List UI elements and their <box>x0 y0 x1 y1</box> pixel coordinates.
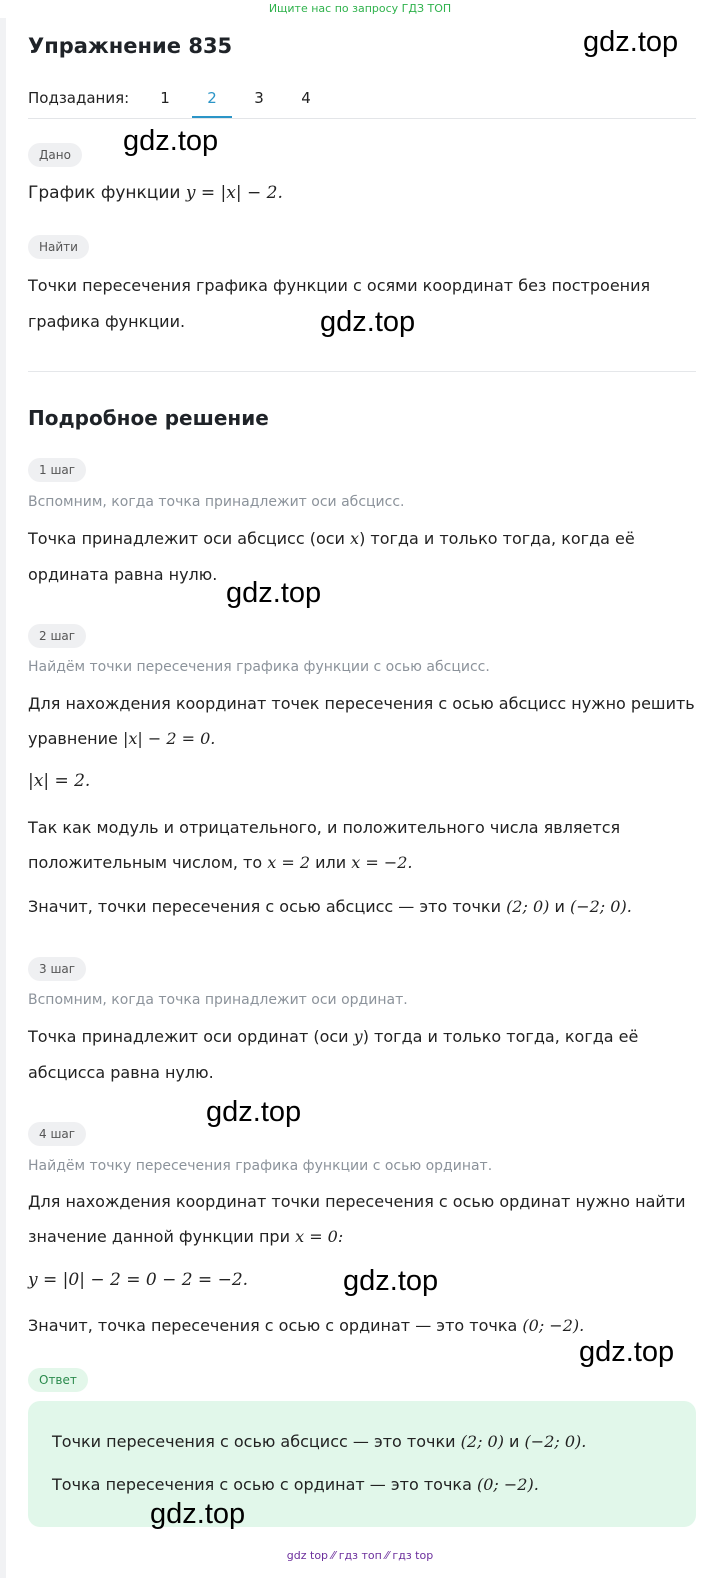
given-text: График функции y = |x| − 2. <box>28 183 283 203</box>
find-text-line-2: графика функции. <box>28 312 186 331</box>
step-3-line-1: Точка принадлежит оси ординат (оси y) тогда и только тогда, когда её <box>28 1027 639 1046</box>
subtask-tab-2[interactable]: 2 <box>207 89 217 107</box>
step-1-line-2: ордината равна нулю. <box>28 565 218 584</box>
solution-heading: Подробное решение <box>28 406 269 430</box>
step-2-line-2: уравнение |x| − 2 = 0. <box>28 729 216 748</box>
answer-badge: Ответ <box>28 1368 88 1392</box>
find-badge: Найти <box>28 235 89 259</box>
watermark: gdz.top <box>206 1096 302 1128</box>
find-text-line-1: Точки пересечения графика функции с осями координат без построения <box>28 276 651 295</box>
tabs-divider <box>28 118 696 119</box>
step-2-hint: Найдём точки пересечения графика функции с осью абсцисс. <box>28 659 490 675</box>
answer-box <box>28 1401 696 1527</box>
step-2-equation: |x| = 2. <box>28 771 91 791</box>
watermark: gdz.top <box>226 577 322 609</box>
step-3-badge: 3 шаг <box>28 957 86 981</box>
page-title: Упражнение 835 <box>28 34 233 58</box>
step-3-line-2: абсцисса равна нулю. <box>28 1063 214 1082</box>
step-4-badge: 4 шаг <box>28 1122 86 1146</box>
step-3-hint: Вспомним, когда точка принадлежит оси ординат. <box>28 992 408 1008</box>
given-badge: Дано <box>28 143 82 167</box>
given-formula: y = |x| − 2. <box>185 183 283 203</box>
subtask-tab-1[interactable]: 1 <box>160 89 170 107</box>
watermark: gdz.top <box>579 1336 675 1368</box>
subtask-tab-3[interactable]: 3 <box>254 89 264 107</box>
step-2-line-1: Для нахождения координат точек пересечения с осью абсцисс нужно решить <box>28 694 695 713</box>
footer-links[interactable]: gdz top ⁄⁄ гдз топ ⁄⁄ гдз top <box>286 1549 434 1562</box>
step-2-line-3: Так как модуль и отрицательного, и положительного числа является <box>28 818 621 837</box>
watermark: gdz.top <box>123 125 219 157</box>
step-2-line-5: Значит, точки пересечения с осью абсцисс — это точки (2; 0) и (−2; 0). <box>28 897 632 916</box>
watermark: gdz.top <box>320 306 416 338</box>
watermark: gdz.top <box>583 26 679 58</box>
step-4-line-2: значение данной функции при x = 0: <box>28 1227 344 1246</box>
step-4-hint: Найдём точку пересечения графика функции с осью ординат. <box>28 1158 493 1174</box>
subtask-tab-4[interactable]: 4 <box>301 89 311 107</box>
step-1-badge: 1 шаг <box>28 458 86 482</box>
step-4-equation: y = |0| − 2 = 0 − 2 = −2. <box>28 1270 249 1290</box>
step-2-badge: 2 шаг <box>28 624 86 648</box>
step-1-hint: Вспомним, когда точка принадлежит оси абсцисс. <box>28 494 405 510</box>
subtasks-label: Подзадания: <box>28 89 130 107</box>
step-4-line-1: Для нахождения координат точки пересечения с осью ординат нужно найти <box>28 1192 686 1211</box>
step-2-line-4: положительным числом, то x = 2 или x = −2. <box>28 853 413 872</box>
search-hint-banner: Ищите нас по запросу ГДЗ ТОП <box>268 2 452 15</box>
answer-line-1: Точки пересечения с осью абсцисс — это точки (2; 0) и (−2; 0). <box>52 1432 587 1451</box>
answer-line-2: Точка пересечения с осью с ординат — это точка (0; −2). <box>52 1475 539 1494</box>
step-4-line-3: Значит, точка пересечения с осью с ординат — это точка (0; −2). <box>28 1316 585 1335</box>
watermark: gdz.top <box>150 1498 246 1530</box>
watermark: gdz.top <box>343 1265 439 1297</box>
step-1-line-1: Точка принадлежит оси абсцисс (оси x) тогда и только тогда, когда её <box>28 529 635 548</box>
section-divider <box>28 371 696 372</box>
